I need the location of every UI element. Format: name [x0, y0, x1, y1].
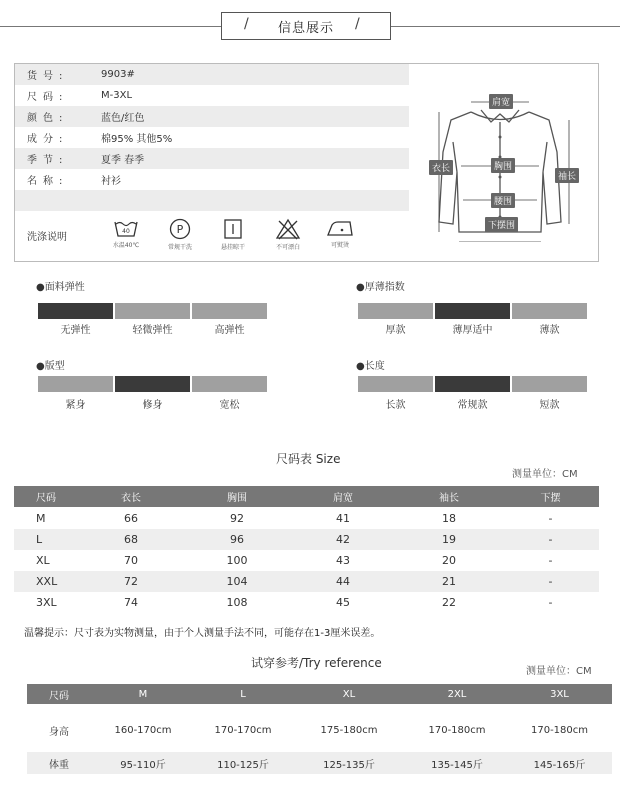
- size_table-cell: XL: [36, 554, 50, 567]
- try_table-cell: 170-180cm: [428, 724, 486, 736]
- attr-title-fit: ●版型: [36, 361, 65, 372]
- size_table-header-cell: 下摆: [540, 493, 561, 504]
- size_table-header-cell: 肩宽: [333, 493, 353, 504]
- try_table-header-cell: 3XL: [550, 688, 569, 700]
- try_table-row: [27, 719, 612, 741]
- size_table-header-cell: 袖长: [439, 493, 459, 504]
- size_table-cell: 45: [336, 596, 350, 609]
- info-row: [15, 64, 409, 85]
- shoulder-width-label: 肩宽: [489, 94, 513, 109]
- dry-clean-p-icon: [160, 218, 200, 251]
- waist-label: 腰围: [491, 193, 515, 208]
- info-row: [15, 106, 409, 127]
- try_table-cell: 95-110斤: [120, 759, 166, 771]
- try_table-cell: 110-125斤: [217, 759, 269, 771]
- attr-bar-length: [358, 376, 433, 392]
- try-table-unit: 测量单位：CM: [526, 666, 592, 677]
- info-label: 成分:: [27, 134, 69, 145]
- size_table-cell: 18: [442, 512, 456, 525]
- info-value: M-3XL: [101, 90, 133, 101]
- size_table-cell: 108: [226, 596, 248, 609]
- size_table-cell: 70: [124, 554, 138, 567]
- info-label: 尺码:: [27, 92, 69, 103]
- attr-bar-length: [435, 376, 510, 392]
- size_table-cell: 21: [442, 575, 456, 588]
- try_table-cell: 145-165斤: [533, 759, 586, 771]
- info-label: 颜色:: [27, 113, 69, 124]
- size_table-cell: 3XL: [36, 596, 57, 609]
- info-value: 棉95% 其他5%: [101, 134, 173, 145]
- wash-40-icon: [106, 218, 146, 249]
- care-label: 悬挂晾干: [220, 244, 245, 251]
- size_table-cell: M: [36, 512, 46, 525]
- try_table-row: [27, 752, 612, 774]
- header-line-left: [0, 26, 221, 27]
- try_table-header: [27, 684, 612, 704]
- info-label: 季节:: [27, 155, 69, 166]
- size_table-cell: L: [36, 533, 43, 546]
- attr-label-fit: 修身: [142, 400, 163, 411]
- try_table-header-cell: XL: [342, 688, 356, 700]
- garment-diagram: [413, 82, 585, 242]
- size_table-cell: 19: [442, 533, 456, 546]
- info-row: [15, 148, 409, 169]
- attr-label-fit: 宽松: [219, 400, 240, 411]
- attr-title-length: ●长度: [356, 361, 385, 372]
- svg-text:P: P: [176, 223, 184, 236]
- size_table-cell: 104: [226, 575, 248, 588]
- size_table-cell: 41: [336, 512, 350, 525]
- attr-label-elasticity: 高弹性: [214, 325, 245, 336]
- iron-icon: [320, 218, 360, 249]
- size_table-row: [14, 529, 599, 550]
- size_table-cell: 68: [124, 533, 138, 546]
- attr-bar-fit: [115, 376, 190, 392]
- attr-label-thickness: 厚款: [385, 325, 406, 336]
- hang-dry-icon: [213, 218, 253, 251]
- size-table-title: 尺码表 Size: [276, 452, 341, 466]
- header-slash-right: /: [355, 16, 360, 32]
- care-label: 水温40℃: [112, 242, 140, 249]
- attr-label-thickness: 薄厚适中: [452, 325, 493, 336]
- size_table-cell: 92: [230, 512, 244, 525]
- try_table-header-cell: L: [240, 688, 246, 700]
- size_table-cell: 44: [336, 575, 350, 588]
- size_table-row: [14, 550, 599, 571]
- measurement-note: 温馨提示：尺寸表为实物测量，由于个人测量手法不同，可能存在1-3厘米误差。: [24, 628, 381, 639]
- size_table-header: [14, 486, 599, 507]
- size_table-cell: 72: [124, 575, 138, 588]
- try_table-cell: 170-170cm: [214, 724, 272, 736]
- care-label: 常规干洗: [167, 244, 192, 251]
- info-row: [15, 85, 409, 106]
- info-value: 夏季 春季: [101, 155, 145, 166]
- try_table-cell: 135-145斤: [431, 759, 483, 771]
- attr-label-fit: 紧身: [65, 400, 86, 411]
- try_table-header-cell: 尺码: [49, 690, 69, 702]
- try_table-header-cell: 2XL: [447, 688, 467, 700]
- attr-title-thickness: ●厚薄指数: [356, 282, 405, 293]
- info-label: 货号:: [27, 71, 69, 82]
- size_table-cell: -: [548, 512, 553, 525]
- attr-label-length: 常规款: [457, 400, 488, 411]
- info-label: 名称:: [27, 176, 69, 187]
- attr-label-thickness: 薄款: [539, 325, 560, 336]
- sleeve-length-label: 袖长: [555, 168, 579, 183]
- try_table-cell: 175-180cm: [320, 724, 378, 736]
- size_table-cell: 20: [442, 554, 456, 567]
- try_table-header-cell: M: [138, 688, 148, 700]
- size_table-cell: 22: [442, 596, 456, 609]
- section-title-text: 信息展示: [277, 20, 334, 36]
- size_table-cell: 42: [336, 533, 350, 546]
- info-row: [15, 127, 409, 148]
- hem-label: 下摆围: [485, 217, 518, 232]
- size_table-cell: -: [548, 575, 553, 588]
- size_table-header-cell: 胸围: [227, 493, 247, 504]
- size_table-cell: -: [548, 596, 553, 609]
- size_table-cell: 43: [336, 554, 350, 567]
- size_table-cell: 74: [124, 596, 138, 609]
- try_table-cell: 体重: [49, 759, 69, 771]
- info-value: 衬衫: [101, 176, 121, 187]
- size_table-cell: 96: [230, 533, 244, 546]
- size_table-header-cell: 尺码: [36, 493, 56, 504]
- size_table-cell: XXL: [36, 575, 58, 588]
- attr-bar-fit: [38, 376, 113, 392]
- try_table-cell: 160-170cm: [114, 724, 172, 736]
- care-label: 可熨烫: [330, 242, 349, 249]
- size_table-row: [14, 571, 599, 592]
- attr-title-elasticity: ●面料弹性: [36, 282, 85, 293]
- chest-label: 胸围: [491, 158, 515, 173]
- info-row: [15, 169, 409, 190]
- size_table-cell: 100: [226, 554, 248, 567]
- size_table-cell: -: [548, 554, 553, 567]
- size_table-cell: -: [548, 533, 553, 546]
- attr-bar-thickness: [358, 303, 433, 319]
- body-length-label: 衣长: [429, 160, 453, 175]
- try_table-cell: 170-180cm: [530, 724, 589, 736]
- header-line-right: [390, 26, 620, 27]
- attr-bar-elasticity: [192, 303, 267, 319]
- try_table-cell: 身高: [49, 726, 69, 738]
- try-table-title: 试穿参考/Try reference: [251, 656, 382, 670]
- attr-bar-thickness: [435, 303, 510, 319]
- size_table-row: [14, 508, 599, 529]
- info-value: 9903#: [101, 69, 135, 80]
- info-row-empty: [15, 190, 409, 211]
- attr-label-length: 短款: [539, 400, 560, 411]
- attr-bar-elasticity: [38, 303, 113, 319]
- size_table-row: [14, 592, 599, 613]
- attr-bar-elasticity: [115, 303, 190, 319]
- size-table-unit: 测量单位：CM: [512, 469, 578, 480]
- attr-label-elasticity: 无弹性: [60, 325, 91, 336]
- no-bleach-icon: [268, 218, 308, 251]
- wash-instructions-label: 洗涤说明: [27, 232, 67, 243]
- header-slash-left: /: [244, 16, 249, 32]
- attr-label-elasticity: 轻微弹性: [132, 325, 173, 336]
- attr-bar-length: [512, 376, 587, 392]
- attr-label-length: 长款: [385, 400, 406, 411]
- info-value: 蓝色/红色: [101, 113, 145, 124]
- attr-bar-fit: [192, 376, 267, 392]
- try_table-cell: 125-135斤: [323, 759, 375, 771]
- size_table-header-cell: 衣长: [121, 493, 141, 504]
- care-label: 不可漂白: [275, 244, 300, 251]
- size_table-cell: 66: [124, 512, 138, 525]
- svg-text:40: 40: [122, 228, 130, 235]
- attr-bar-thickness: [512, 303, 587, 319]
